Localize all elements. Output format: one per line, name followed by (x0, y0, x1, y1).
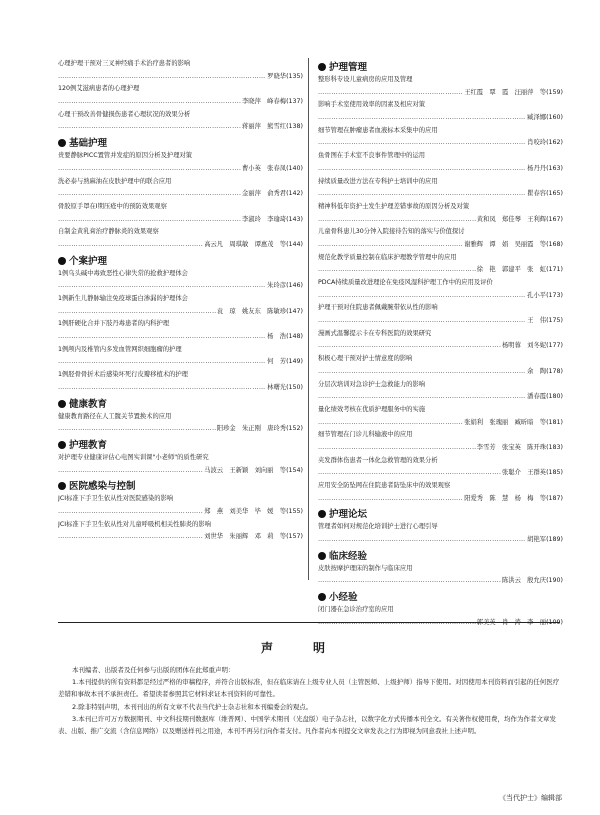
article-title: 对护理专业健康评估心电图实训课"小老师"的质性研究 (58, 453, 209, 461)
leader-dots (318, 575, 501, 588)
article-authors-page: 袁 琼 姚友东 陈敏珍(147) (216, 307, 303, 315)
article-authors-page: 孔小平(173) (527, 291, 563, 299)
toc-left-column (58, 58, 303, 544)
leader-dots (318, 467, 501, 480)
leader-dots (318, 264, 476, 277)
leader-dots (318, 214, 476, 227)
article-title: 精神科低年资护士发生护理差错事故的原因分析及对策 (318, 202, 470, 210)
article-title: 积极心理干预对护士情意度的影响 (318, 355, 413, 363)
article-title: 鱼骨图在手术室不良事件管理中的运用 (318, 152, 426, 160)
article-authors-page: 李雪芳 张宝英 陈开珠(183) (476, 443, 563, 451)
article-title: 应用安全防坠网在住院患者防坠床中的效果观察 (318, 482, 451, 489)
toc-entry[interactable] (58, 176, 303, 201)
leader-dots (58, 121, 241, 134)
article-title: 健康教育路径在人工髋关节置换术的应用 (58, 412, 172, 420)
author-line (58, 423, 303, 436)
author-line (58, 531, 303, 544)
leader-dots (58, 423, 216, 436)
author-line (58, 163, 303, 176)
toc-entry[interactable] (318, 604, 563, 629)
section-heading (58, 255, 303, 268)
leader-dots (318, 417, 463, 430)
author-line (318, 239, 563, 252)
toc-entry[interactable] (58, 58, 303, 83)
article-title: 儿童骨科患儿30分钟入院接待告知的落实与价值探讨 (318, 228, 465, 236)
toc-entry[interactable] (318, 455, 563, 480)
article-authors-page: 郑 燕 刘美华 毕 媛 等(155) (204, 507, 303, 515)
article-title: 贵要静脉PICC置管并发症的原因分析及护理对策 (58, 152, 193, 160)
leader-dots (318, 442, 476, 455)
toc-right-column (318, 58, 563, 630)
article-authors-page: 林曙光(150) (267, 383, 303, 391)
article-title: 1例颅内及椎管内多发血管网织细胞瘤的护理 (58, 345, 182, 353)
column-divider (308, 58, 309, 580)
leader-dots (318, 534, 526, 547)
leader-dots (318, 340, 501, 353)
toc-entry[interactable] (58, 411, 303, 436)
toc-entry[interactable] (318, 176, 563, 201)
leader-dots (318, 391, 526, 404)
author-line (58, 188, 303, 201)
declaration-signature: 《当代护士》编辑部 (499, 794, 562, 802)
author-line (58, 306, 303, 319)
bullet-icon (58, 482, 66, 490)
toc-entry[interactable] (58, 452, 303, 477)
toc-entry[interactable] (58, 369, 303, 394)
section-heading (58, 398, 303, 411)
article-title: 管理者如何对规范化培训护士进行心理引导 (318, 523, 438, 531)
toc-entry[interactable] (58, 293, 303, 318)
author-line (58, 71, 303, 84)
article-authors-page: 瞿春容(165) (527, 190, 563, 198)
article-title: JCI标准下手卫生依从性对儿童呼吸机相关性肺炎的影响 (58, 520, 211, 528)
leader-dots (58, 71, 266, 84)
article-title: 心理护理干预对三叉神经痛手术治疗患者的影响 (58, 60, 191, 67)
article-title: 洗必泰与熟麻油在皮肤护理中的联合应用 (58, 177, 172, 185)
section-label: 个案护理 (69, 255, 108, 267)
article-authors-page: 金丽萍 俞秀君(142) (241, 190, 303, 198)
author-line (318, 112, 563, 125)
author-line (58, 331, 303, 344)
leader-dots (318, 112, 526, 125)
article-authors-page: 肖咬玲(162) (527, 139, 563, 147)
toc-entry[interactable] (58, 318, 303, 343)
author-line (318, 340, 563, 353)
article-title: 皮肤按摩护理床的制作与临床应用 (318, 564, 413, 572)
toc-entry[interactable] (318, 429, 563, 454)
article-authors-page: 张聪介 王群英(185) (501, 469, 563, 477)
author-line (318, 188, 563, 201)
section-label: 护理教育 (69, 439, 108, 451)
author-line (58, 506, 303, 519)
toc-entry[interactable] (58, 83, 303, 108)
section-label: 健康教育 (69, 398, 108, 410)
section-heading (318, 591, 563, 604)
section-label: 医院感染与控制 (69, 481, 136, 493)
bullet-icon (318, 63, 326, 71)
leader-dots (318, 617, 476, 630)
author-line (58, 382, 303, 395)
article-title: JCI标准下手卫生依从性对医院感染的影响 (58, 495, 174, 503)
article-title: 骨胶原手罩在Ⅰ期压疮中的预防效果观察 (58, 202, 167, 210)
leader-dots (318, 137, 526, 150)
toc-entry[interactable] (318, 99, 563, 124)
declaration-intro: 本刊编者、出版者及任何参与出版的团体在此郑重声明： (72, 666, 235, 674)
article-title: 自制金黄乳膏治疗静脉炎的效果观察 (58, 228, 159, 236)
toc-entry[interactable] (318, 302, 563, 327)
leader-dots (58, 188, 241, 201)
article-title: PDCA持续质量改进理论在免疫风湿科护理工作中的应用及评价 (318, 279, 493, 286)
toc-entry[interactable] (318, 252, 563, 277)
article-title: 细节管理在门诊儿科输液中的应用 (318, 431, 413, 439)
article-title: 1例肝硬化合并下肢丹毒患者的内科护理 (58, 320, 170, 328)
bullet-icon (318, 510, 326, 518)
article-authors-page: 刘世华 朱丽辉 邓 莉 等(157) (204, 533, 303, 541)
author-line (58, 280, 303, 293)
article-authors-page: 阳爱秀 陈 慧 杨 梅 等(187) (464, 494, 563, 502)
author-line (318, 264, 563, 277)
toc-entry[interactable] (318, 226, 563, 251)
article-authors-page: 王红霞 覃 霞 汪丽萍 等(159) (464, 88, 563, 96)
author-line (318, 87, 563, 100)
leader-dots (318, 87, 463, 100)
article-title: 1例新生儿静脉输注免疫球蛋白渗漏的护理体会 (58, 295, 188, 302)
article-authors-page: 王 伟(175) (527, 317, 563, 325)
section-heading (58, 439, 303, 452)
section-label: 临床经验 (329, 550, 368, 562)
toc-entry[interactable] (58, 493, 303, 518)
article-title: 细节管理在肿瘤患者血液标本采集中的应用 (318, 126, 438, 134)
article-authors-page: 李淑玲 李瑜琦(143) (241, 215, 303, 223)
leader-dots (58, 382, 266, 395)
declaration-body (58, 664, 563, 737)
author-line (318, 534, 563, 547)
section-divider (58, 622, 560, 623)
article-title: 夹发群体伤患者一体化急救管理的效果分析 (318, 456, 438, 464)
leader-dots (58, 465, 203, 478)
article-authors-page: 臧泽娜(160) (527, 114, 563, 122)
leader-dots (318, 163, 526, 176)
article-title: 影响手术室使用效率的因素及相应对策 (318, 101, 426, 109)
article-authors-page: 张娟利 张瑰丽 臧昕暗 等(181) (464, 418, 563, 426)
author-line (318, 163, 563, 176)
toc-entry[interactable] (58, 201, 303, 226)
section-label: 护理管理 (329, 62, 368, 73)
article-authors-page: 杨明蓉 刘冬妮(177) (501, 342, 563, 350)
leader-dots (58, 506, 203, 519)
leader-dots (58, 239, 203, 252)
leader-dots (58, 331, 266, 344)
article-title: 整形科专设儿童病房的应用及管理 (318, 76, 413, 83)
toc-entry[interactable] (318, 150, 563, 175)
author-line (318, 442, 563, 455)
author-line (318, 467, 563, 480)
toc-entry[interactable] (58, 109, 303, 134)
article-authors-page: 何 芳(149) (267, 358, 303, 366)
article-authors-page: 曹小英 张春凤(140) (241, 164, 303, 172)
toc-entry[interactable] (318, 521, 563, 546)
toc-entry[interactable] (58, 268, 303, 293)
leader-dots (58, 356, 266, 369)
declaration-item-1: 1.本刊提供的所有资料都是经过严格的审稿程序，并符合出版标准，但在临床请在上级专业人员（主管医师、上级护师）指导下使用。对因使用本刊资料而引起的任何医疗差错和事故本刊不承担责任。希望读者参照其它材料求证本刊资料的可靠性。 (58, 678, 560, 699)
article-authors-page: 余 陶(178) (527, 367, 563, 375)
declaration-item-2: 2.除非特别声明，本刊刊出的所有文章不代表当代护士杂志社和本刊编委会的观点。 (72, 702, 313, 711)
author-line (318, 391, 563, 404)
bullet-icon (58, 400, 66, 408)
leader-dots (318, 290, 526, 303)
toc-entry[interactable] (318, 74, 563, 99)
article-authors-page: 李晓萍 峰春梅(137) (241, 98, 303, 106)
toc-entry[interactable] (58, 344, 303, 369)
toc-entry[interactable] (318, 480, 563, 505)
article-title: 心理干预改善骨健损伤患者心理状况的效果分析 (58, 110, 191, 118)
toc-entry[interactable] (318, 201, 563, 226)
author-line (58, 121, 303, 134)
author-line (318, 366, 563, 379)
toc-entry[interactable] (318, 379, 563, 404)
author-line (318, 290, 563, 303)
author-line (58, 465, 303, 478)
leader-dots (318, 366, 526, 379)
toc-entry[interactable] (58, 226, 303, 251)
bullet-icon (58, 441, 66, 449)
toc-entry[interactable] (318, 404, 563, 429)
toc-entry[interactable] (318, 125, 563, 150)
section-heading (58, 480, 303, 493)
section-label: 基础护理 (69, 138, 108, 150)
author-line (318, 315, 563, 328)
declaration-item-3: 3.本刊已许可万方数据期刊、中文科技期刊数据库（维普网）、中国学术期刊（光盘版）电子杂志社，以数字化方式传播本刊全文。有关著作权使用费，均作为作者文章发表、出版、推广交流（含信息网络）以及赠送样刊之用途，本刊不再另行向作者支付。凡作者向本刊提交文章发表之行为即视为同意我社上述声明。 (58, 714, 556, 736)
bullet-icon (318, 593, 326, 601)
leader-dots (318, 239, 463, 252)
leader-dots (318, 315, 526, 328)
author-line (318, 137, 563, 150)
leader-dots (58, 214, 241, 227)
article-authors-page: 杨丹丹(163) (527, 164, 563, 172)
leader-dots (318, 188, 526, 201)
article-title: 量化绩效考核在优质护理服务中的实施 (318, 405, 426, 413)
article-title: 1例胫骨骨折术后感染坏死行皮瓣移植术的护理 (58, 371, 188, 379)
author-line (318, 575, 563, 588)
article-title: 护理干预对住院患者佩戴腕带依从性的影响 (318, 304, 438, 312)
leader-dots (318, 493, 463, 506)
article-authors-page: 罗晓华(135) (267, 72, 303, 80)
article-authors-page: 郭美英 肖 涛 李 丽(109) (476, 618, 563, 626)
section-heading (318, 61, 563, 74)
article-title: 规范化教学质量控制在临床护理教学管理中的应用 (318, 253, 457, 261)
author-line (58, 239, 303, 252)
toc-entry[interactable] (318, 353, 563, 378)
author-line (58, 96, 303, 109)
section-label: 小经验 (329, 592, 358, 604)
section-heading (318, 508, 563, 521)
section-heading (58, 137, 303, 150)
author-line (318, 214, 563, 227)
author-line (318, 417, 563, 430)
toc-entry[interactable] (318, 328, 563, 353)
section-label: 护理论坛 (329, 509, 368, 521)
leader-dots (58, 306, 216, 319)
article-title: 闭门器在急诊治疗室的应用 (318, 606, 394, 614)
article-title: 120例艾滋病患者的心理护理 (58, 85, 140, 93)
article-authors-page: 朱玲彦(146) (267, 282, 303, 290)
toc-entry[interactable] (58, 150, 303, 175)
leader-dots (58, 280, 266, 293)
article-title: 漫画式温馨提示卡在专科医院的效果研究 (318, 329, 432, 337)
article-title: 1例乌头碱中毒致恶性心律失常的抢救护理体会 (58, 269, 188, 277)
article-authors-page: 马波云 王新颖 刘向丽 等(154) (204, 466, 303, 474)
toc-entry[interactable] (318, 277, 563, 302)
author-line (318, 617, 563, 630)
toc-entry[interactable] (318, 563, 563, 588)
article-title: 分层次培训对急诊护士急救能力的影响 (318, 380, 426, 388)
leader-dots (58, 531, 203, 544)
article-title: 持续质量改进方法在专科护士培训中的应用 (318, 177, 438, 185)
article-authors-page: 高云凡 周琪敏 谭惠茂 等(144) (204, 240, 303, 248)
article-authors-page: 蒋丽萍 熊雪红(138) (241, 123, 303, 131)
declaration-title: 声 明 (260, 641, 339, 655)
leader-dots (58, 163, 241, 176)
author-line (318, 493, 563, 506)
author-line (58, 214, 303, 227)
article-authors-page: 徐 艳 郭建平 张 虹(171) (476, 266, 563, 274)
article-authors-page: 胡艳军(189) (527, 536, 563, 544)
article-authors-page: 黄和凤 郑佳琴 王利辉(167) (476, 215, 563, 223)
section-heading (318, 550, 563, 563)
article-authors-page: 潘春霞(180) (527, 393, 563, 401)
article-authors-page: 杨 浩(148) (267, 333, 303, 341)
bullet-icon (58, 139, 66, 147)
article-authors-page: 谢雅辉 谭 娟 吴丽霞 等(168) (464, 240, 563, 248)
bullet-icon (58, 257, 66, 265)
leader-dots (58, 96, 241, 109)
article-authors-page: 阳珍金 朱正刚 唐玲秀(152) (216, 425, 303, 433)
toc-entry[interactable] (58, 519, 303, 544)
author-line (58, 356, 303, 369)
article-authors-page: 陈洪云 殷允庆(190) (501, 577, 563, 585)
bullet-icon (318, 552, 326, 560)
